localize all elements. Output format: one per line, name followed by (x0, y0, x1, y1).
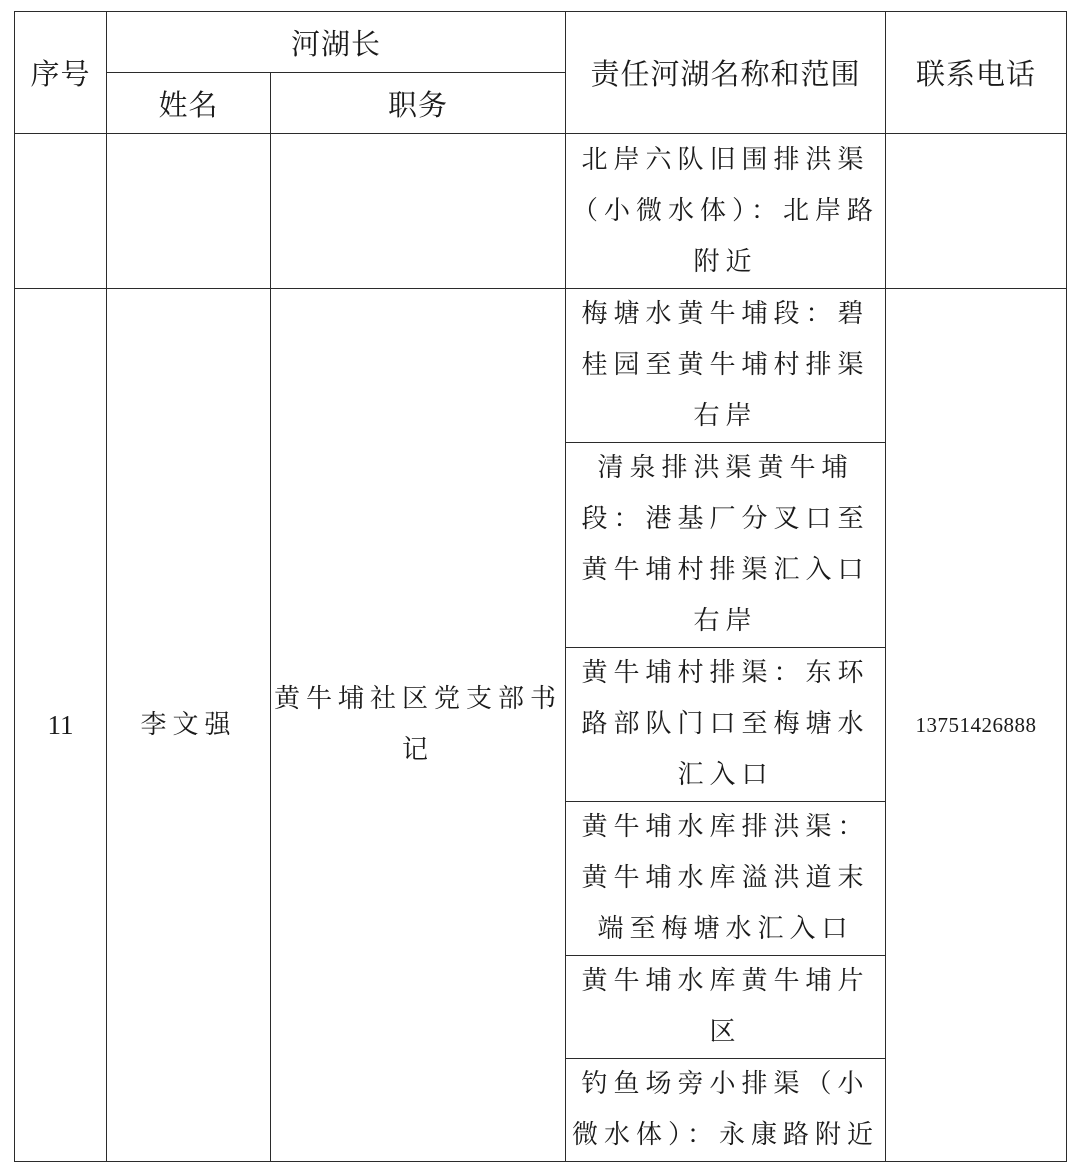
header-river-chief: 河湖长 (107, 12, 566, 73)
continued-range-cell: 北岸六队旧围排洪渠（小微水体）：北岸路附近 (566, 134, 886, 289)
row-seq: 11 (15, 289, 107, 1162)
row-position: 黄牛埔社区党支部书记 (271, 289, 566, 1162)
header-seq: 序号 (15, 12, 107, 134)
header-position: 职务 (271, 73, 566, 134)
header-name: 姓名 (107, 73, 271, 134)
range-cell: 钓鱼场旁小排渠（小微水体）：永康路附近 (566, 1059, 886, 1162)
range-cell: 黄牛埔村排渠：东环路部队门口至梅塘水汇入口 (566, 648, 886, 802)
continued-name-cell (107, 134, 271, 289)
row-phone: 13751426888 (886, 289, 1067, 1162)
continued-seq-cell (15, 134, 107, 289)
range-cell: 清泉排洪渠黄牛埔段：港基厂分叉口至黄牛埔村排渠汇入口右岸 (566, 443, 886, 648)
continued-position-cell (271, 134, 566, 289)
range-cell: 黄牛埔水库黄牛埔片区 (566, 956, 886, 1059)
continued-phone-cell (886, 134, 1067, 289)
header-phone: 联系电话 (886, 12, 1067, 134)
range-cell: 梅塘水黄牛埔段：碧桂园至黄牛埔村排渠右岸 (566, 289, 886, 443)
header-range: 责任河湖名称和范围 (566, 12, 886, 134)
range-cell: 黄牛埔水库排洪渠：黄牛埔水库溢洪道末端至梅塘水汇入口 (566, 802, 886, 956)
row-name: 李文强 (107, 289, 271, 1162)
river-chief-table (14, 11, 1067, 1162)
